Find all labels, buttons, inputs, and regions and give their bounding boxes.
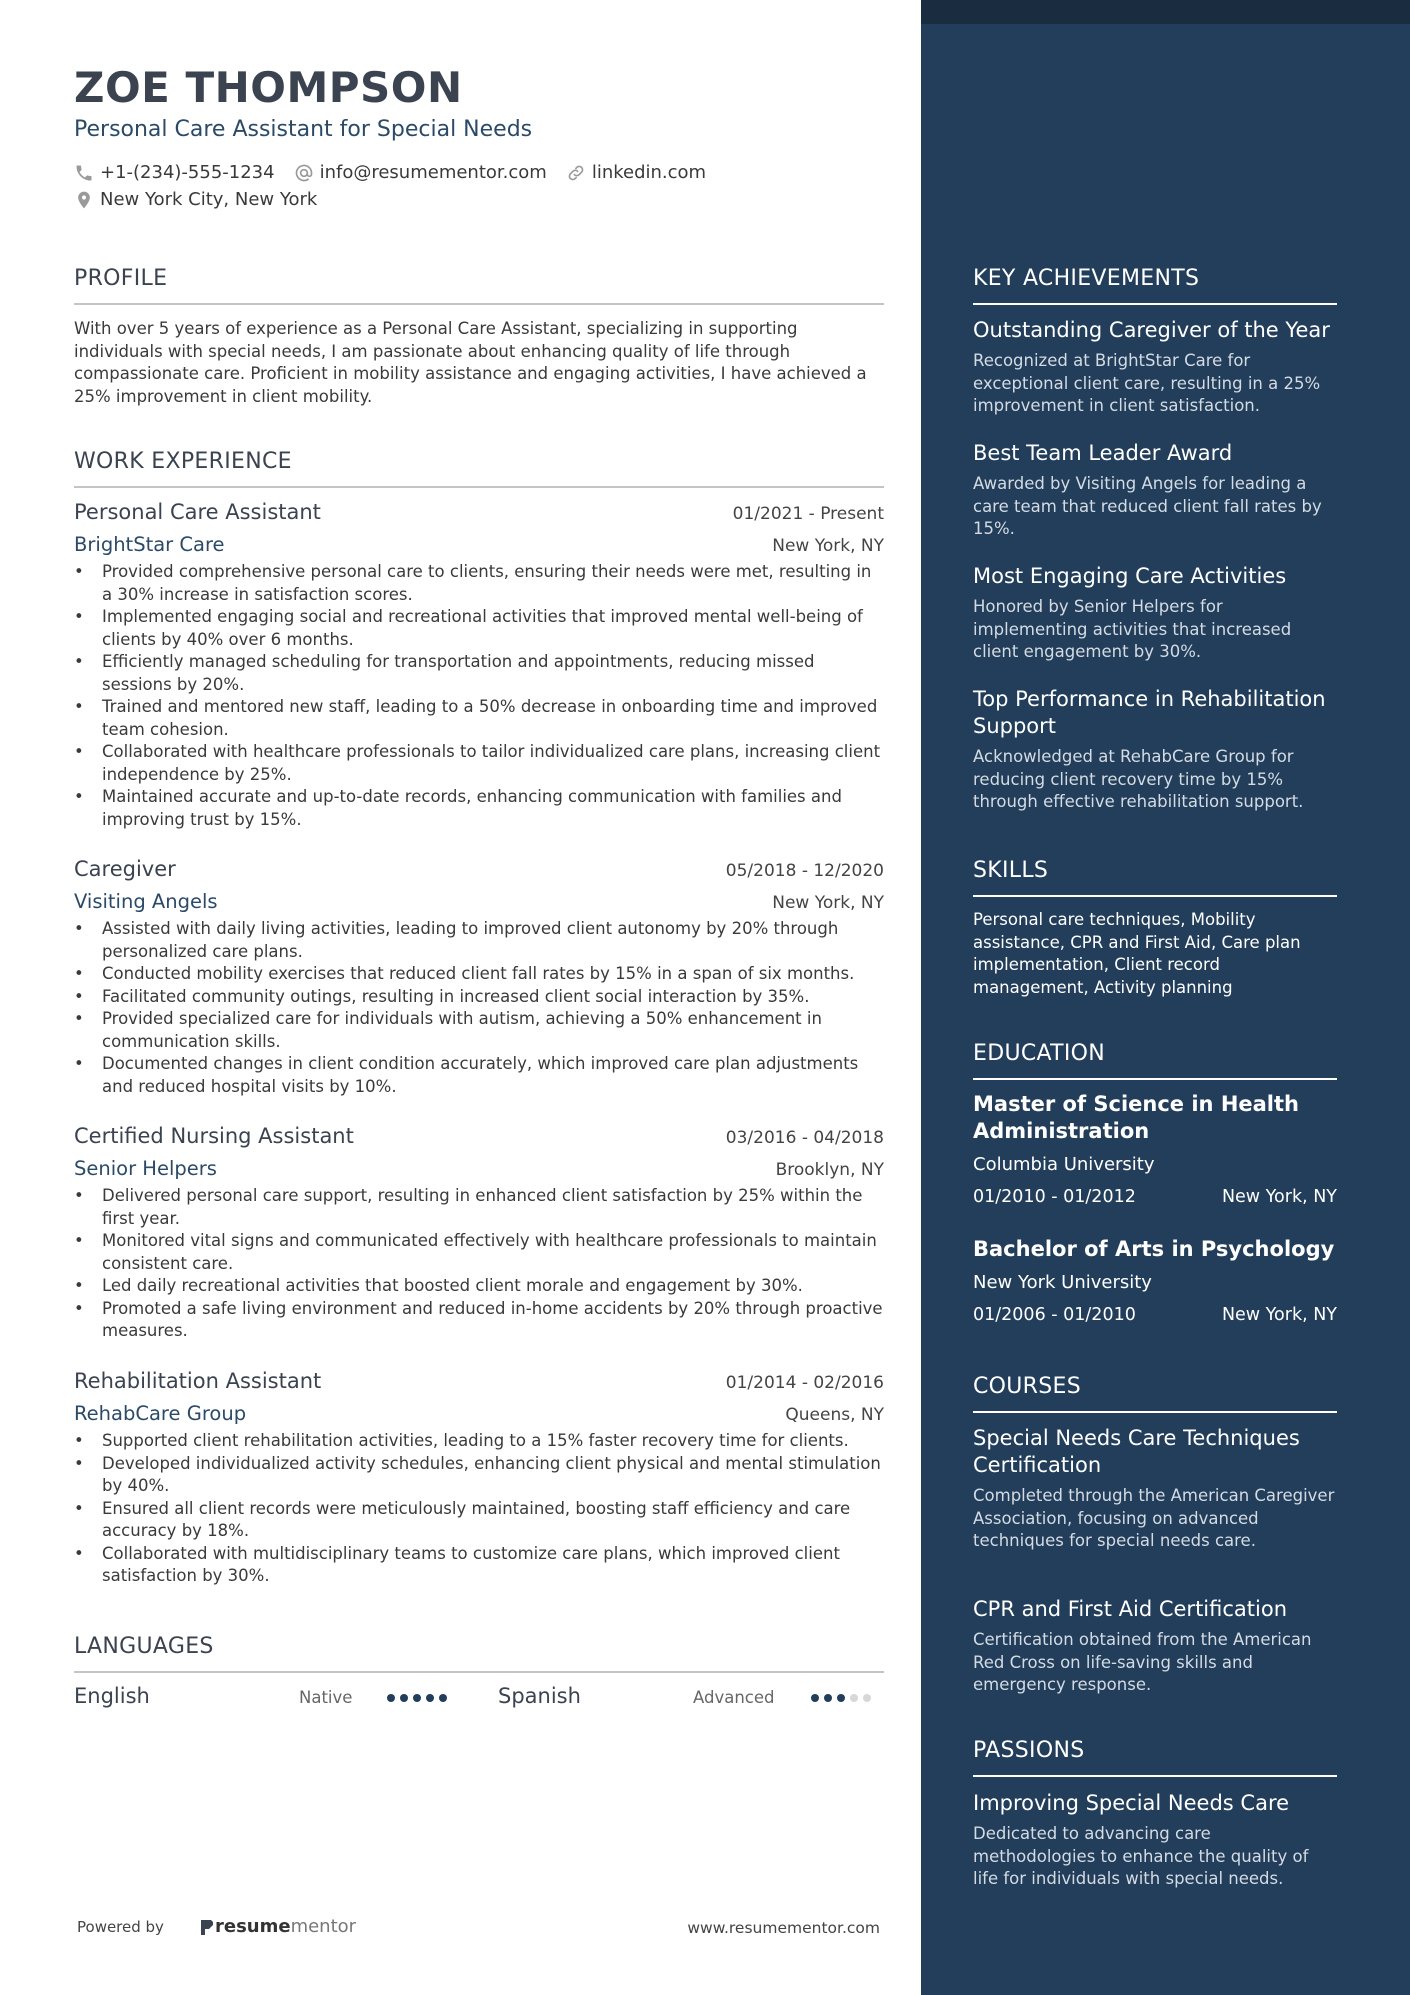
- education-heading: EDUCATION: [973, 1041, 1337, 1080]
- course-item: [973, 1596, 1337, 1697]
- achievement-title: Top Performance in Rehabilitation Support: [973, 687, 1326, 738]
- job-bullet: • Documented changes in client condition accurately, which improved care plan adjustments and reduced hospital visits by 10%.: [102, 1053, 884, 1098]
- profile-heading: PROFILE: [74, 266, 884, 305]
- language-name: English: [74, 1684, 150, 1708]
- language-rating: [811, 1694, 876, 1702]
- education-section: [973, 1041, 1337, 1080]
- contact-email[interactable]: [294, 162, 547, 183]
- job-location: New York, NY: [772, 536, 884, 556]
- sidebar: [921, 0, 1410, 1995]
- rating-dot-empty: [850, 1694, 858, 1702]
- job-bullet: • Delivered personal care support, resulting in enhanced client satisfaction by 25% within the first year.: [102, 1185, 884, 1230]
- footer-website[interactable]: www.resumementor.com: [687, 1919, 880, 1937]
- passion-item: [973, 1790, 1337, 1891]
- course-title: Special Needs Care Techniques Certification: [973, 1426, 1300, 1477]
- job-title: Caregiver: [74, 857, 176, 881]
- language-level: Advanced: [693, 1688, 775, 1707]
- language-name: Spanish: [498, 1684, 581, 1708]
- job-location: New York, NY: [772, 893, 884, 913]
- education-item: [973, 1236, 1337, 1325]
- skills-section: [973, 858, 1337, 999]
- school-name: New York University: [973, 1272, 1152, 1293]
- rating-dot-filled: [426, 1694, 434, 1702]
- achievement-desc: Recognized at BrightStar Care for exceptional client care, resulting in a 25% improvement in client satisfaction.: [973, 351, 1321, 415]
- link-icon: [566, 163, 586, 183]
- skills-heading: SKILLS: [973, 858, 1337, 897]
- location-item: [74, 189, 317, 210]
- location-pin-icon: [74, 190, 94, 210]
- job-bullet: • Provided comprehensive personal care to clients, ensuring their needs were met, resulting in a 30% increase in satisfaction scores.: [102, 561, 884, 606]
- language-rating: [387, 1694, 452, 1702]
- education-dates: 01/2006 - 01/2010: [973, 1305, 1136, 1325]
- languages-heading: LANGUAGES: [74, 1634, 884, 1673]
- rating-dot-filled: [824, 1694, 832, 1702]
- contact-phone[interactable]: [74, 162, 275, 183]
- job-dates: 01/2014 - 02/2016: [725, 1373, 884, 1393]
- contact-row: [74, 162, 725, 183]
- company-name: Visiting Angels: [74, 890, 218, 913]
- job-bullet: • Maintained accurate and up-to-date records, enhancing communication with families and improving trust by 15%.: [102, 786, 884, 831]
- job-location: Queens, NY: [785, 1405, 884, 1425]
- job-entry: [74, 1124, 884, 1343]
- passions-section: [973, 1738, 1337, 1777]
- job-bullet: • Assisted with daily living activities, leading to improved client autonomy by 20% through personalized care plans.: [102, 918, 884, 963]
- job-bullet: • Promoted a safe living environment and reduced in-home accidents by 20% through proactive measures.: [102, 1298, 884, 1343]
- job-bullet: • Collaborated with healthcare professionals to tailor individualized care plans, increasing client independence by 25%.: [102, 741, 884, 786]
- company-name: Senior Helpers: [74, 1157, 217, 1180]
- job-location: Brooklyn, NY: [775, 1160, 884, 1180]
- passions-heading: PASSIONS: [973, 1738, 1337, 1777]
- school-name: Columbia University: [973, 1154, 1155, 1175]
- rating-dot-filled: [400, 1694, 408, 1702]
- logo-mark-icon: [199, 1918, 215, 1936]
- achievements-section: [973, 266, 1337, 305]
- sidebar-top-band: [921, 0, 1410, 24]
- rating-dot-filled: [387, 1694, 395, 1702]
- courses-heading: COURSES: [973, 1374, 1337, 1413]
- education-item: [973, 1091, 1337, 1207]
- job-bullet: • Facilitated community outings, resulting in increased client social interaction by 35%.: [102, 986, 884, 1009]
- experience-heading: WORK EXPERIENCE: [74, 449, 884, 488]
- degree-title: Bachelor of Arts in Psychology: [973, 1237, 1335, 1261]
- languages-list: [74, 1684, 884, 1714]
- achievements-heading: KEY ACHIEVEMENTS: [973, 266, 1337, 305]
- job-bullet: • Supported client rehabilitation activities, leading to a 15% faster recovery time for clients.: [102, 1430, 884, 1453]
- job-bullet: • Developed individualized activity schedules, enhancing client physical and mental stimulation by 40%.: [102, 1453, 884, 1498]
- resumementor-logo[interactable]: [199, 1916, 356, 1937]
- job-bullets: [74, 918, 884, 1098]
- company-name: RehabCare Group: [74, 1402, 247, 1425]
- contact-location: [74, 189, 336, 210]
- job-entry: [74, 857, 884, 1098]
- courses-section: [973, 1374, 1337, 1413]
- location-text: New York City, New York: [100, 189, 318, 210]
- job-dates: 01/2021 - Present: [732, 504, 884, 524]
- powered-by-label: Powered by: [77, 1918, 164, 1936]
- passion-desc: Dedicated to advancing care methodologies to enhance the quality of life for individuals with special needs.: [973, 1824, 1309, 1888]
- course-title: CPR and First Aid Certification: [973, 1597, 1288, 1621]
- achievement-desc: Awarded by Visiting Angels for leading a care team that reduced client fall rates by 15%.: [973, 474, 1322, 538]
- footer: [77, 1918, 880, 1940]
- phone-icon: [74, 163, 94, 183]
- education-location: New York, NY: [1221, 1187, 1337, 1207]
- job-bullet: • Provided specialized care for individuals with autism, achieving a 50% enhancement in communication skills.: [102, 1008, 884, 1053]
- skills-list: Personal care techniques, Mobility assistance, CPR and First Aid, Care plan implementation, Client record management, Activity planning: [973, 910, 1301, 997]
- at-icon: [294, 163, 314, 183]
- candidate-name: ZOE THOMPSON: [74, 63, 463, 112]
- job-dates: 05/2018 - 12/2020: [725, 861, 884, 881]
- job-bullet: • Collaborated with multidisciplinary teams to customize care plans, which improved client satisfaction by 30%.: [102, 1543, 884, 1588]
- job-bullet: • Implemented engaging social and recreational activities that improved mental well-being of clients by 40% over 6 months.: [102, 606, 884, 651]
- job-bullet: • Monitored vital signs and communicated effectively with healthcare professionals to maintain consistent care.: [102, 1230, 884, 1275]
- language-level: Native: [299, 1688, 353, 1707]
- passion-title: Improving Special Needs Care: [973, 1791, 1290, 1815]
- achievement-desc: Acknowledged at RehabCare Group for reducing client recovery time by 15% through effective rehabilitation support.: [973, 747, 1304, 811]
- job-bullet: • Efficiently managed scheduling for transportation and appointments, reducing missed sessions by 20%.: [102, 651, 884, 696]
- candidate-title: Personal Care Assistant for Special Needs: [74, 117, 533, 142]
- achievement-desc: Honored by Senior Helpers for implementing activities that increased client engagement by 30%.: [973, 597, 1292, 661]
- contact-linkedin[interactable]: [566, 162, 706, 183]
- job-entry: [74, 500, 884, 831]
- achievement-title: Outstanding Caregiver of the Year: [973, 318, 1330, 342]
- achievement-item: [973, 440, 1337, 541]
- job-bullet: • Conducted mobility exercises that reduced client fall rates by 15% in a span of six months.: [102, 963, 884, 986]
- profile-summary: With over 5 years of experience as a Personal Care Assistant, specializing in supporting individuals with special needs, I am passionate about enhancing quality of life through compassionate care. Proficient in mobility assistance and engaging activities, I have achieved a 25% improvement in client mobility.: [74, 319, 867, 406]
- rating-dot-filled: [837, 1694, 845, 1702]
- logo-text-bold: resume: [215, 1916, 291, 1937]
- job-title: Certified Nursing Assistant: [74, 1124, 354, 1148]
- job-dates: 03/2016 - 04/2018: [725, 1128, 884, 1148]
- job-bullets: [74, 1185, 884, 1343]
- achievement-item: [973, 317, 1337, 418]
- achievement-item: [973, 563, 1337, 664]
- job-title: Personal Care Assistant: [74, 500, 321, 524]
- degree-title: Master of Science in Health Administration: [973, 1092, 1299, 1143]
- course-item: [973, 1425, 1337, 1553]
- job-bullets: [74, 1430, 884, 1588]
- job-bullet: • Trained and mentored new staff, leading to a 50% decrease in onboarding time and improved team cohesion.: [102, 696, 884, 741]
- company-name: BrightStar Care: [74, 533, 225, 556]
- job-title: Rehabilitation Assistant: [74, 1369, 322, 1393]
- logo-text-light: mentor: [290, 1916, 357, 1937]
- achievement-title: Best Team Leader Award: [973, 441, 1233, 465]
- achievement-item: [973, 686, 1337, 814]
- rating-dot-filled: [811, 1694, 819, 1702]
- linkedin-text: linkedin.com: [591, 162, 707, 183]
- education-location: New York, NY: [1221, 1305, 1337, 1325]
- job-entry: [74, 1369, 884, 1588]
- job-bullet: • Led daily recreational activities that boosted client morale and engagement by 30%.: [102, 1275, 884, 1298]
- rating-dot-empty: [863, 1694, 871, 1702]
- email-text: info@resumementor.com: [319, 162, 547, 183]
- course-desc: Completed through the American Caregiver Association, focusing on advanced techniques for special needs care.: [973, 1486, 1335, 1550]
- job-bullet: • Ensured all client records were meticulously maintained, boosting staff efficiency and care accuracy by 18%.: [102, 1498, 884, 1543]
- phone-text: +1-(234)-555-1234: [100, 162, 275, 183]
- rating-dot-filled: [413, 1694, 421, 1702]
- education-dates: 01/2010 - 01/2012: [973, 1187, 1136, 1207]
- rating-dot-filled: [439, 1694, 447, 1702]
- achievement-title: Most Engaging Care Activities: [973, 564, 1287, 588]
- course-desc: Certification obtained from the American Red Cross on life-saving skills and emergency response.: [973, 1630, 1312, 1694]
- job-bullets: [74, 561, 884, 831]
